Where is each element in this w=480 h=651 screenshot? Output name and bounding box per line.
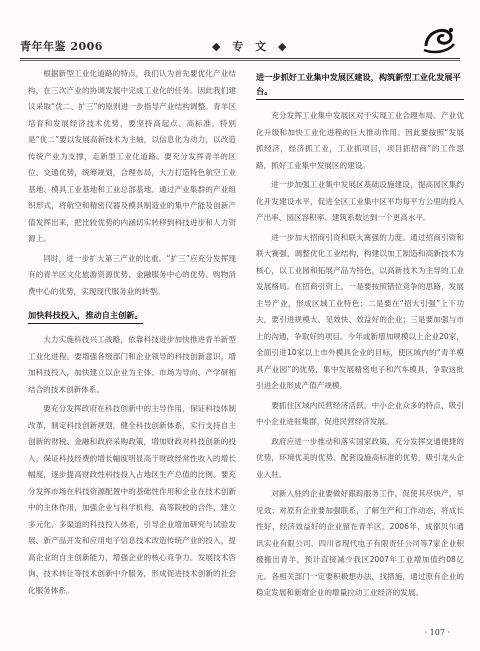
page-header — [20, 34, 460, 56]
paragraph: 大力实施科技兴工战略，依靠科技进步加快推进青羊新型工业化进程。要增强各级部门和企业领导的科技创新意识，增加科技投入，加快建立以企业为主体、市场为导向、产学研相结合的技术创新体系。 — [28, 335, 236, 394]
paragraph: 政府应进一步推动和落实国家政策，充分发挥交通便捷的优势，环境优美的优势、配套设施高标准的优势，吸引龙头企业入驻。 — [256, 436, 464, 479]
paragraph: 根据新型工业化道路的特点，我们认为首先要优化产业结构，在三次产业的协调发展中完成工业化的任务。因此我们建议采取“优二、扩三”的原则进一步指导产业结构调整。青羊区培育和发展经济技术优势，要坚持高起点、高标准，特别是“优二”要以发展高新技术为主轴，以信息化为动力，以改造传统产业为支撑，走新型工业化道路。要充分发挥青羊的区位、交通优势，统筹规划，合理布局，大力打造特色航空工业基地、模具工业基地和工业总部基地。通过产业集群的产业组织形式，将航空和精密仪器及模具制造业的集中产能及创新产值发挥出来，把比较优势的内涵切实转移到科技进步和人力资源上。 — [28, 69, 236, 243]
paragraph: 要充分发挥政府在科技创新中的主导作用，保证科技体制改革，制定科技创新规划，健全科技创新体系，实行支持自主创新的财税、金融和政府采购政策，增加财政对科技创新的投入，保证科技经费的增长幅度明显高于财政经常性收入的增长幅度，逐步提高财政性科技投入占地区生产总值的比例。要充分发挥市场在科技资源配置中的基础性作用和企业在技术创新中的主体作用，加强企业与科学机构、高等院校的合作，建立多元化、多渠道的科技投入体系，引导企业增加研究与试验发展、新产品开发和应用电子信息技术改造传统产业的投入，提高企业的自主创新能力，增强企业的核心竞争力。发展技术咨询、技术转让等技术创新中介服务，形成促进技术创新的社会化服务体系。 — [28, 404, 236, 595]
section-heading: 加快科技投入，推动自主创新。 — [28, 308, 143, 324]
section-label: ◆ 专 文 ◆ — [212, 40, 291, 53]
section-heading: 进一步抓好工业集中发展区建设，构筑新型工业化发展平台。 — [256, 70, 464, 100]
paragraph: 充分发挥工业集中发展区对于实现工业合理布局、产业优化升级和加快工业化进程的巨大推动作用。因此要按照“发展抓经济，经济抓工业，工业抓项目，项目抓招商”的工作思路，抓好工业集中发展区的建设。 — [256, 111, 464, 170]
right-column — [256, 66, 464, 605]
paragraph: 进一步加大招商引资和联大赛强的力度。通过招商引资和联大赛强，调整优化工业结构，构建以加工制造和高新技术为核心，以工业园和拓展产品为特色，以高新技术为主导的工业发展格局。在招商引资上，一是要按照错位竞争的思路，发展主导产业，形成区域工业特色；二是要在“招大引强”上下功夫，要引进规模大、见效快、效益好的企业；三是要加强与市上的沟通，争取好的项目。今年或新增加规模以上企业20家，全面引进10家以上市外模具企业的目标，使区域内的“青羊模具产业园”的优势，集中发展精密电子和汽车模具，争取这批引进企业形成产值产规模。 — [256, 232, 464, 390]
paragraph: 同时，进一步扩大第三产业的比重。“扩三”应充分发挥现有的青羊区文化旅游资源优势、金融服务中心的优势、购物消费中心的优势，实现现代服务业的转型。 — [28, 253, 236, 296]
left-column — [28, 66, 236, 602]
paragraph: 进一步加强工业集中发展区基础设施建设，提高园区集约化开发建设水平，促进全区工业集中区平均每平方公里的投入产出率、园区容积率、建筑系数达到一个更高水平。 — [256, 180, 464, 222]
logo-swirl-icon — [420, 24, 458, 56]
page-number: · 107 · — [424, 628, 450, 637]
publication-title: 青年年鉴 2006 — [20, 40, 103, 53]
paragraph: 对新入驻的企业要做好跟踪服务工作，促使其尽快产，早见效；对原有企业要加强联系，了解生产和工作动态，将成长性好、经济效益好的企业留在青羊区。2006年，成都贝尔通讯实业有限公司、四川省现代电子有限责任公司等7家企业积极搬出青羊，预计直接减少我区2007年工业增加值约08亿元。各相关部门一定要积极想办法，找措施，通过原有企业的稳定发展和新增企业的增量拉动工业经济的发展。 — [256, 489, 464, 597]
header-rule — [20, 58, 460, 61]
paragraph: 要抓住区域内民营经济活跃，中小企业众多的特点，吸引中小企业进驻集群，促进民营经济发展。 — [256, 400, 464, 426]
